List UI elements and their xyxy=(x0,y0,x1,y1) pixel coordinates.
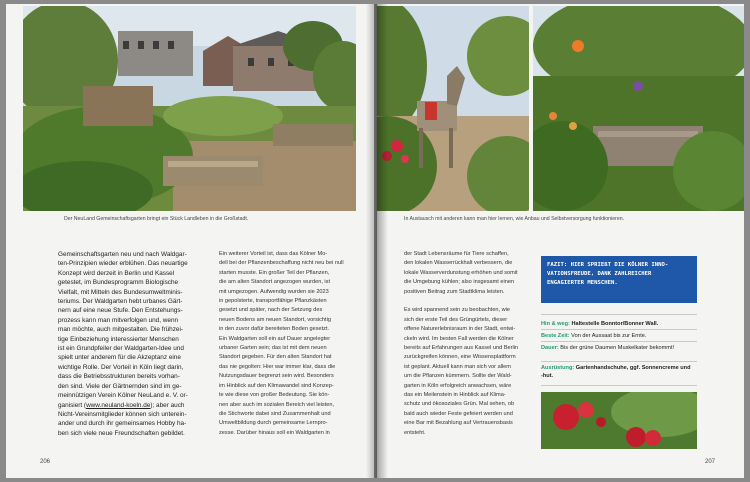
roses-photo xyxy=(541,392,697,449)
info-value: Gartenhandschuhe, ggf. Sonnencreme und -hut. xyxy=(541,365,691,379)
divider xyxy=(541,385,697,386)
info-key: Beste Zeit: xyxy=(541,333,570,339)
fazit-box: FAZIT: HIER SPRIEßT DIE KÖLNER INNO-VATIONSFREUDE, DANK ZAHLREICHER ENGAGIERTER MENSCHEN. xyxy=(541,256,697,303)
text-line: die Umgebung kühlen; also insgesamt einen xyxy=(404,279,515,286)
text-line: in den zuvor dafür bereiteten Boden gesetzt. xyxy=(219,326,330,333)
text-line: man möchte, auch mitgestalten. Die frühzei- xyxy=(58,326,184,334)
divider xyxy=(541,361,697,362)
photo-caption: In Austausch mit anderen kann man hier lernen, wie Anbau und Selbstversorgung funktionieren. xyxy=(404,216,625,222)
text-line: Gemeinschaftsgarten neu und nach Waldgar- xyxy=(58,251,187,258)
left-page xyxy=(6,4,374,478)
text-line: ist ein Grundpfeiler der Waldgarten-Idee und xyxy=(58,345,184,353)
text-line: nen aber auch im sozialen Bereich viel leisten, xyxy=(219,401,335,408)
text-line: schutz und ökosoziales Grün. Mal sehen, ob xyxy=(404,401,515,408)
wooden-horse-photo xyxy=(377,6,529,211)
text-line: ckeln wird. Im besten Fall werden die Kölner xyxy=(404,335,514,342)
divider xyxy=(541,341,697,342)
left-column-2 xyxy=(219,250,357,438)
page-number: 206 xyxy=(40,459,51,465)
info-beste-zeit xyxy=(541,332,701,340)
text-line: neuen Bodens am neuen Standort, vorsichtig xyxy=(219,316,331,323)
text-line: entsteht. xyxy=(404,429,426,436)
text-line: positiven Beitrag zum Stadtklima leisten. xyxy=(404,288,505,295)
text-line: Ein weiterer Vorteil ist, dass das Kölner Mo- xyxy=(219,251,328,257)
text-line: tige Einbeziehung interessierter Menschen xyxy=(58,335,179,343)
text-line: zurückgreifen können, eine Wissensplattform xyxy=(404,354,516,361)
text-line xyxy=(404,297,530,306)
divider xyxy=(541,314,697,315)
text-line: lokale Wasserverdunstung erhöhen und somit xyxy=(404,269,518,276)
info-key: Dauer: xyxy=(541,345,559,351)
left-column-1 xyxy=(58,250,206,438)
text-line: gesetzt und später, nach der Setzung des xyxy=(219,307,323,314)
photo-caption: Der NeuLand Gemeinschaftsgarten bringt ein Stück Landleben in die Großstadt. xyxy=(64,216,249,222)
text-line xyxy=(58,401,206,410)
info-ausruestung xyxy=(541,364,691,380)
text-line: offene Naturerlebnisraum in der Stadt, entwi- xyxy=(404,326,516,333)
text-line: spielt unter anderem für die Akzeptanz eine xyxy=(58,354,181,362)
text-line: um die Pflanzen kümmern. Sollte der Wald- xyxy=(404,373,512,380)
info-dauer xyxy=(541,344,691,352)
right-column-1 xyxy=(404,250,530,438)
text-line: im Hinblick auf den Klimawandel sind Konzep- xyxy=(219,382,334,389)
text-line: bereits auf Erfahrungen aus Kassel und Berlin xyxy=(404,345,519,352)
text-line: ander und durch ihr gemeinsames Hobby ha- xyxy=(58,420,187,428)
text-line: die Stichworte dabei sind Zusammenhalt und xyxy=(219,410,331,417)
text-line: ben sich viele neue Freundschaften gebildet. xyxy=(58,429,185,437)
info-value: Bis der grüne Daumen Muskelkater bekommt! xyxy=(558,345,675,351)
text-fragment: ); aber auch xyxy=(150,401,185,409)
text-line: zesse. Darüber hinaus soll ein Waldgarten in xyxy=(219,429,330,436)
info-value: Haltestelle Bonntor/Bonner Wall. xyxy=(569,321,659,327)
text-line: getestet, im Bundesprogramm Biologische xyxy=(58,279,179,287)
text-line: meinnützigen Verein Kölner NeuLand e. V. or- xyxy=(58,392,188,400)
text-line: dell bei der Pflanzenbeschaffung nicht neu bei null xyxy=(219,260,344,267)
text-line: Konzept wird derzeit in Berlin und Kassel xyxy=(58,269,175,277)
text-line: Nicht-Vereinsmitglieder können sich unterein- xyxy=(58,410,187,418)
text-line: eine Bar mit Bezahlung auf Vertrauensbasis xyxy=(404,420,513,427)
text-line: den sind. Viele der Gärtnernden sind im ge- xyxy=(58,382,182,390)
text-line: in gepolsterte, transportfähige Pflanzkästen xyxy=(219,298,327,305)
right-page xyxy=(377,4,744,478)
text-line: Vielfalt, mit Mitteln des Bundesumweltminis- xyxy=(58,288,183,296)
text-line: Nutzungsdauer begrenzt sein wird. Besonders xyxy=(219,373,334,380)
text-line: te wie diese von großer Bedeutung. Sie kön- xyxy=(219,392,330,399)
info-hin-weg xyxy=(541,320,701,328)
text-line: nern auf eine neue Stufe. Den Entstehungs- xyxy=(58,307,183,315)
text-line: Standort gegeben. Für den alten Standort hat xyxy=(219,354,332,361)
text-line: ten-Prinzipien wieder erblühen. Das neuartige xyxy=(58,260,188,268)
text-line: der Stadt Lebensräume für Tiere schaffen, xyxy=(404,251,509,257)
text-line: starten musste. Ein großer Teil der Pflanzen, xyxy=(219,269,330,276)
open-book xyxy=(6,4,744,478)
text-line: das ein Meilenstein in Hinblick auf Klima- xyxy=(404,392,506,399)
divider xyxy=(541,329,697,330)
text-line: die am alten Standort angezogen wurden, ist xyxy=(219,279,331,286)
info-key: Ausrüstung: xyxy=(541,365,575,371)
text-line: wichtige Rolle. Der Vorteil in Köln liegt darin, xyxy=(58,363,184,371)
text-line: den lokalen Wasserrückhalt verbessern, die xyxy=(404,260,513,267)
text-line: mit umgezogen. Aufwendig wurden sie 2023 xyxy=(219,288,329,295)
text-line: dass die Betriebsstrukturen bereits vorhan- xyxy=(58,373,180,381)
text-line: bald auch wieder Feste gefeiert werden und xyxy=(404,410,513,417)
text-line: das nie gegolten: Hier war immer klar, dass die xyxy=(219,363,336,370)
garden-flowers-photo xyxy=(533,6,744,211)
page-number: 207 xyxy=(705,459,716,465)
text-line: teriums. Der Waldgarten hebt urbanes Gärt- xyxy=(58,298,183,306)
text-line: Es wird spannend sein zu beobachten, wie xyxy=(404,307,511,314)
garden-photo-wide xyxy=(23,6,356,211)
text-line: urbaner Garten sein; das ist mit dem neuen xyxy=(219,345,327,352)
info-value: Von der Aussaat bis zur Ernte. xyxy=(569,333,647,339)
text-line: Ein Waldgarten soll ein auf Dauer angelegter xyxy=(219,335,331,342)
website-link[interactable]: www.neuland-koeln.de xyxy=(86,401,151,409)
text-fragment: ganisiert ( xyxy=(58,401,87,409)
text-line: garten in Köln erfolgreich anwachsen, wäre xyxy=(404,382,512,389)
text-line: Umweltbildung durch gemeinsame Lernpro- xyxy=(219,420,328,427)
info-key: Hin & weg: xyxy=(541,321,570,327)
text-line: prozess kann man mitverfolgen und, wenn xyxy=(58,316,179,324)
text-line: sich der erste Teil des Grüngürtels, dieser xyxy=(404,316,508,323)
text-line: ist geplant. Aktuell kann man sich vor allem xyxy=(404,363,511,370)
